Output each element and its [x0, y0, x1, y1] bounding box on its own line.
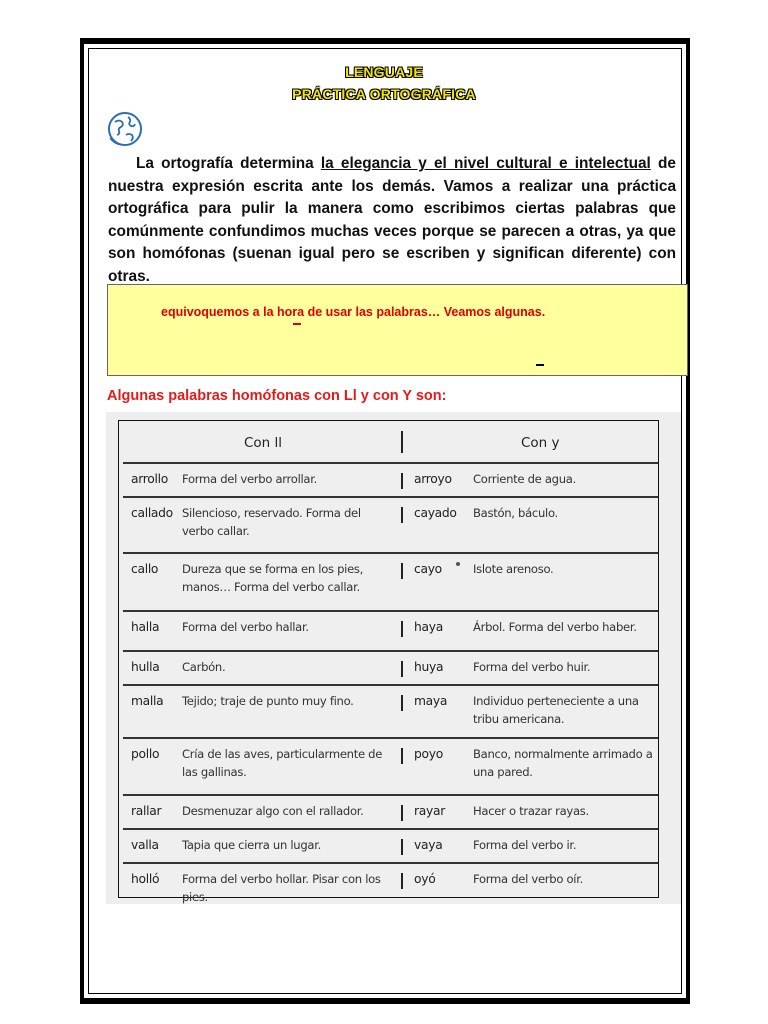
section-subtitle: Algunas palabras homófonas con Ll y con Y son: [107, 388, 447, 404]
word-with-ll: malla [131, 694, 164, 708]
definition-ll: Desmenuzar algo con el rallador. [182, 804, 364, 818]
row-rule [123, 650, 658, 652]
definition-ll: Forma del verbo hallar. [182, 620, 309, 634]
column-divider [401, 839, 403, 855]
scan-speck [456, 562, 460, 566]
column-divider [401, 563, 403, 579]
intro-text-rest: de nuestra expresión escrita ante los demás. Vamos a realizar una práctica ortográfica para pulir la manera como escribimos ciertas palabras que comúnmente confundimos muchas veces porque se parecen a otras, ya que son homófonas (suenan igual pero se escriben y significan diferente) con otras. [108, 155, 676, 285]
word-with-ll: callo [131, 562, 159, 576]
row-rule [123, 828, 658, 830]
column-divider [401, 805, 403, 821]
word-with-y: maya [414, 694, 448, 708]
table-row [119, 496, 658, 552]
word-with-y: rayar [414, 804, 445, 818]
table-row [119, 794, 658, 828]
row-rule [123, 684, 658, 686]
column-divider [401, 507, 403, 523]
word-with-ll: halla [131, 620, 160, 634]
definition-ll: Carbón. [182, 660, 226, 674]
dash-mark [293, 323, 301, 325]
word-with-y: arroyo [414, 472, 452, 486]
definition-y: Hacer o trazar rayas. [473, 804, 589, 818]
definition-ll: Cría de las aves, particularmente de las gallinas. [182, 747, 383, 779]
definition-ll: Dureza que se forma en los pies, manos… Forma del verbo callar. [182, 562, 364, 594]
definition-y: Forma del verbo ir. [473, 838, 577, 852]
word-with-ll: holló [131, 872, 160, 886]
homophones-table [118, 420, 659, 904]
column-divider [401, 621, 403, 637]
table-row [119, 828, 658, 862]
column-divider [401, 748, 403, 764]
definition-ll: Forma del verbo hollar. Pisar con los pies. [182, 872, 381, 904]
definition-ll: Forma del verbo arrollar. [182, 472, 317, 486]
definition-y: Forma del verbo huir. [473, 660, 591, 674]
intro-paragraph [108, 153, 676, 288]
column-divider [401, 695, 403, 711]
row-rule [123, 862, 658, 864]
word-with-y: huya [414, 660, 444, 674]
word-with-y: haya [414, 620, 443, 634]
word-with-ll: arrollo [131, 472, 168, 486]
definition-ll: Tejido; traje de punto muy fino. [182, 694, 354, 708]
table-row [119, 862, 658, 904]
highlight-box [107, 284, 688, 376]
globe-icon [104, 108, 146, 150]
column-header-ll: Con ll [244, 435, 283, 451]
table-row [119, 650, 658, 684]
column-divider [401, 473, 403, 489]
table-row [119, 737, 658, 794]
word-with-y: poyo [414, 747, 443, 761]
document-title: PRÁCTICA ORTOGRÁFICA [292, 86, 476, 102]
subject-title: LENGUAJE [345, 64, 423, 80]
column-divider [401, 661, 403, 677]
word-with-ll: callado [131, 506, 173, 520]
dash-mark [536, 364, 544, 366]
word-with-y: cayo [414, 562, 442, 576]
row-rule [123, 552, 658, 554]
word-with-y: cayado [414, 506, 457, 520]
column-divider [401, 873, 403, 889]
row-rule [123, 610, 658, 612]
definition-y: Islote arenoso. [473, 562, 554, 576]
word-with-ll: rallar [131, 804, 162, 818]
table-row [119, 462, 658, 496]
word-with-ll: valla [131, 838, 159, 852]
definition-y: Árbol. Forma del verbo haber. [473, 620, 637, 634]
row-rule [123, 462, 658, 464]
definition-ll: Tapia que cierra un lugar. [182, 838, 322, 852]
table-row [119, 610, 658, 650]
row-rule [123, 737, 658, 739]
highlight-text: equivoquemos a la hora de usar las palabras… Veamos algunas. [161, 305, 546, 319]
intro-text-start: La ortografía determina [136, 155, 321, 172]
column-header-y: Con y [521, 435, 560, 451]
header-divider [401, 431, 403, 453]
definition-y: Bastón, báculo. [473, 506, 558, 520]
word-with-ll: pollo [131, 747, 160, 761]
table-row [119, 684, 658, 737]
intro-underlined-phrase: la elegancia y el nivel cultural e intelectual [320, 155, 651, 172]
word-with-y: vaya [414, 838, 443, 852]
word-with-ll: hulla [131, 660, 160, 674]
row-rule [123, 496, 658, 498]
word-with-y: oyó [414, 872, 436, 886]
definition-y: Individuo perteneciente a una tribu americana. [473, 694, 639, 726]
table-header [119, 421, 658, 462]
definition-y: Corriente de agua. [473, 472, 576, 486]
definition-y: Banco, normalmente arrimado a una pared. [473, 747, 653, 779]
row-rule [123, 794, 658, 796]
table-row [119, 552, 658, 610]
definition-y: Forma del verbo oír. [473, 872, 583, 886]
definition-ll: Silencioso, reservado. Forma del verbo callar. [182, 506, 361, 538]
